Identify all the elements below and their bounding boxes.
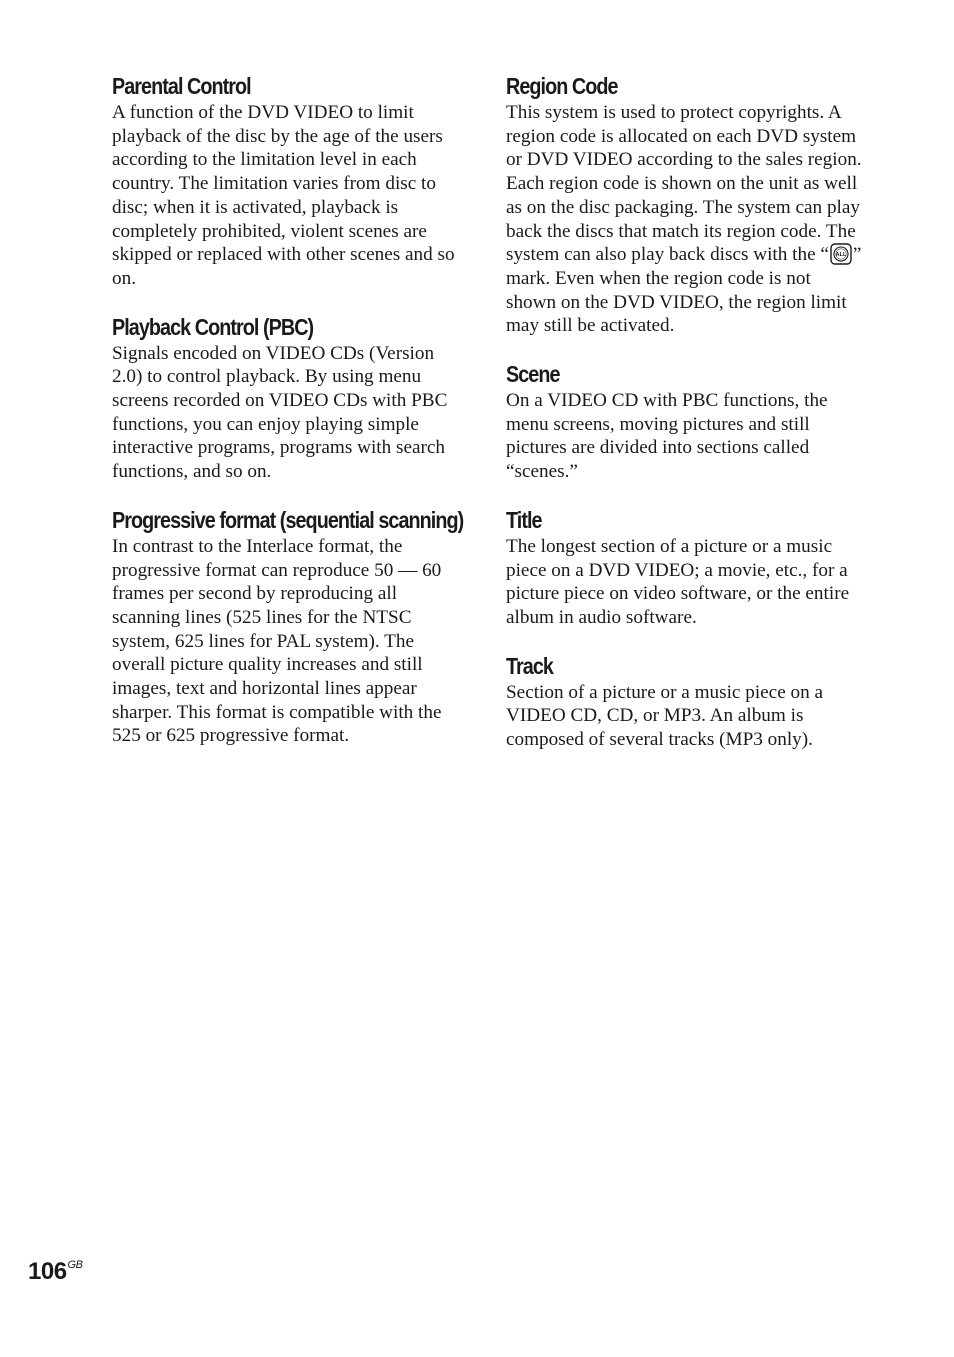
term-definition: Signals encoded on VIDEO CDs (Version 2.0) to control playback. By using menu screens recorded on VIDEO CDs with PBC functions, you can enjoy playing simple interactive programs, programs with search functions, and so on. [112, 342, 448, 483]
term-heading: Track [506, 652, 553, 679]
term-heading: Parental Control [112, 73, 251, 99]
glossary-entry-progressive-format [112, 504, 468, 748]
term-definition: The longest section of a picture or a music piece on a DVD VIDEO; a movie, etc., for a picture piece on video software, or the entire album in audio software. [506, 535, 850, 628]
term-heading: Region Code [506, 73, 618, 99]
definition-text: ” mark. Even when the region code is not shown on the DVD VIDEO, the region limit may still be activated. [506, 244, 862, 337]
page-number-value: 106 [28, 1258, 67, 1285]
term-heading: Scene [506, 361, 560, 388]
term-definition: On a VIDEO CD with PBC functions, the menu screens, moving pictures and still pictures are divided into sections called “scenes.” [506, 390, 828, 483]
term-heading: Title [506, 506, 542, 533]
glossary-entry-title [506, 504, 862, 630]
left-column [112, 70, 468, 768]
glossary-entry-track [506, 650, 862, 752]
glossary-entry-region-code [506, 70, 862, 338]
term-heading: Playback Control (PBC) [112, 313, 314, 340]
right-column [506, 70, 862, 772]
term-definition: In contrast to the Interlace format, the progressive format can reproduce 50 — 60 frames per second by reproducing all scanning lines (525 lines for the NTSC system, 625 lines for PAL system). The overall picture quality increases and still images, text and horizontal lines appear sharper. This format is compatible with the 525 or 625 progressive format. [112, 535, 442, 747]
glossary-entry-scene [506, 358, 862, 484]
term-definition: A function of the DVD VIDEO to limit playback of the disc by the age of the users according to the limitation level in each country. The limitation varies from disc to disc; when it is activated, playback is completely prohibited, violent scenes are skipped or replaced with other scenes and so on. [112, 102, 455, 289]
glossary-entry-playback-control [112, 311, 468, 484]
term-definition: Section of a picture or a music piece on a VIDEO CD, CD, or MP3. An album is composed of several tracks (MP3 only). [506, 681, 824, 751]
glossary-entry-parental-control [112, 70, 468, 291]
term-definition [506, 101, 862, 338]
page-number-suffix: GB [67, 1259, 83, 1271]
region-all-icon [830, 243, 852, 265]
page-number [28, 1250, 82, 1287]
term-heading: Progressive format (sequential scanning) [112, 506, 464, 533]
definition-text: This system is used to protect copyrights. A region code is allocated on each DVD system or DVD VIDEO according to the sales region. Each region code is shown on the unit as well as on the disc packaging. The system can play back the discs that match its region code. The system can also play back discs with the “ [506, 102, 862, 266]
region-icon-label: ALL [835, 252, 847, 259]
